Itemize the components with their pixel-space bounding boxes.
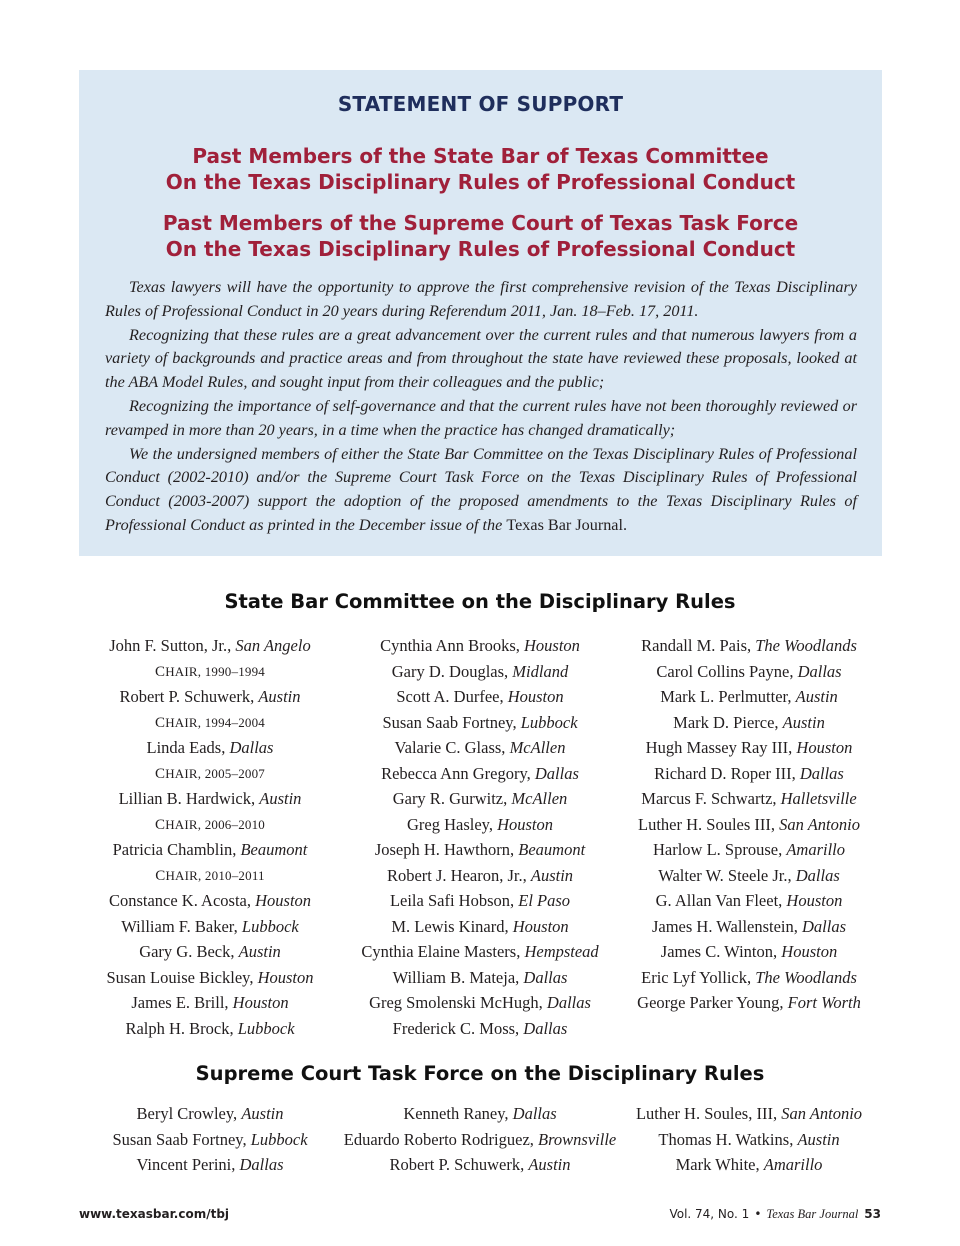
member-entry: [60, 1016, 360, 1042]
member-city: Houston: [507, 687, 564, 706]
member-city: San Antonio: [781, 1104, 863, 1123]
member-entry: [599, 710, 899, 736]
member-entry: [60, 1101, 360, 1127]
member-name: Rebecca Ann Gregory,: [381, 763, 535, 783]
member-city: Austin: [259, 789, 302, 808]
member-city: McAllen: [511, 789, 568, 808]
member-city: Lubbock: [520, 712, 578, 732]
member-city: Brownsville: [538, 1129, 617, 1149]
member-entry: [599, 812, 899, 838]
member-entry: [599, 659, 899, 685]
member-entry: [599, 965, 899, 991]
footer-info: [669, 1207, 881, 1222]
member-city: Dallas: [802, 916, 847, 936]
member-name: Harlow L. Sprouse,: [652, 840, 787, 859]
statement-paragraph-final: [105, 443, 857, 538]
member-entry: [330, 633, 630, 659]
member-name: Gary R. Gurwitz,: [392, 789, 512, 808]
member-city: Dallas: [512, 1104, 557, 1123]
member-entry: [60, 837, 360, 863]
member-entry: [60, 939, 360, 965]
member-name: Susan Louise Bickley,: [106, 967, 258, 987]
chair-term: [60, 761, 360, 787]
member-city: Dallas: [229, 738, 274, 757]
member-city: Austin: [795, 687, 838, 706]
statement-paragraph: Texas lawyers will have the opportunity to approve the first comprehensive revision of the Texas Disciplinary Rules of Professional Conduct in 20 years during Referendum 2011, Jan. 18–Feb. 17, 2011.: [105, 278, 857, 320]
member-city: The Woodlands: [755, 967, 857, 987]
member-city: Houston: [781, 942, 838, 961]
member-name: Eric Lyf Yollick,: [641, 967, 756, 987]
member-entry: [330, 710, 630, 736]
member-entry: [599, 1152, 899, 1178]
member-city: San Antonio: [779, 814, 860, 834]
member-entry: [599, 837, 899, 863]
chair-label: HAIR: [165, 714, 198, 730]
member-entry: [330, 990, 630, 1016]
member-entry: [330, 914, 630, 940]
chair-label: HAIR: [165, 663, 198, 679]
member-entry: [599, 990, 899, 1016]
member-city: Austin: [258, 687, 301, 706]
member-entry: [330, 684, 630, 710]
final-period: .: [622, 515, 628, 534]
member-name: Gary D. Douglas,: [391, 661, 513, 681]
member-entry: [599, 633, 899, 659]
member-name: William F. Baker,: [121, 916, 242, 936]
member-name: Mark D. Pierce,: [673, 712, 783, 732]
member-city: Austin: [241, 1104, 284, 1123]
member-city: Austin: [528, 1155, 571, 1174]
member-city: Houston: [257, 967, 314, 987]
member-entry: [330, 812, 630, 838]
member-city: Fort Worth: [787, 993, 861, 1012]
footer-bullet: •: [754, 1207, 762, 1221]
member-entry: [60, 735, 360, 761]
member-name: Patricia Chamblin,: [112, 840, 241, 859]
member-entry: [599, 939, 899, 965]
member-name: Susan Saab Fortney,: [382, 712, 521, 732]
member-city: Dallas: [534, 763, 579, 783]
member-city: Dallas: [546, 993, 591, 1012]
chair-years: , 2010–2011: [198, 867, 265, 883]
chair-initial: C: [155, 867, 166, 884]
task-force-heading-line1: Past Members of the Supreme Court of Texas Task Force: [162, 211, 799, 235]
member-entry: [599, 1101, 899, 1127]
member-name: Hugh Massey Ray III,: [645, 738, 797, 757]
member-entry: [60, 965, 360, 991]
member-entry: [599, 914, 899, 940]
member-city: Austin: [782, 712, 825, 732]
committee-section-title: State Bar Committee on the Disciplinary Rules: [224, 590, 736, 613]
member-name: G. Allan Van Fleet,: [655, 891, 787, 910]
chair-label: HAIR: [165, 867, 199, 883]
member-name: Greg Hasley,: [406, 814, 498, 834]
member-entry: [599, 888, 899, 914]
member-name: James H. Wallenstein,: [651, 916, 803, 936]
member-city: El Paso: [518, 891, 571, 910]
member-city: Dallas: [795, 865, 840, 885]
member-city: San Angelo: [235, 636, 311, 655]
chair-term: [60, 659, 360, 685]
page-number: 53: [864, 1207, 881, 1221]
member-city: Houston: [524, 636, 580, 655]
member-name: Scott A. Durfee,: [396, 687, 508, 706]
member-entry: [60, 914, 360, 940]
chair-initial: C: [155, 663, 166, 680]
member-entry: [330, 863, 630, 889]
member-city: Houston: [255, 891, 312, 910]
chair-term: [60, 710, 360, 736]
member-city: Dallas: [523, 967, 568, 987]
committee-column-1: [60, 633, 360, 1041]
member-name: Valarie C. Glass,: [394, 738, 510, 757]
member-city: Austin: [530, 865, 574, 885]
committee-column-3: [599, 633, 899, 1016]
member-entry: [60, 633, 360, 659]
chair-years: , 1990–1994: [197, 663, 265, 679]
member-city: Amarillo: [786, 840, 846, 859]
statement-text: [105, 276, 857, 538]
final-paragraph-text: We the undersigned members of either the State Bar Committee on the Texas Disciplinary Rules of Professional Conduct (2002-2010) and/or the Supreme Court Task Force on the Texas Disciplinary Rules of Professional Conduct (2003-2007) support the adoption of the proposed amendments to the Texas Disciplinary Rules of Professional Conduct as printed in the December issue of the: [105, 444, 857, 534]
member-city: Austin: [238, 942, 281, 961]
member-city: Dallas: [239, 1155, 284, 1174]
chair-years: , 2006–2010: [197, 816, 265, 832]
member-name: Richard D. Roper III,: [654, 763, 800, 783]
chair-initial: C: [155, 714, 166, 731]
footer-volume: Vol. 74, No. 1: [669, 1207, 750, 1221]
member-name: Ralph H. Brock,: [125, 1018, 238, 1038]
task-force-column-3: [599, 1101, 899, 1178]
member-name: Leila Safi Hobson,: [389, 891, 519, 910]
member-entry: [330, 1101, 630, 1127]
member-city: Houston: [232, 993, 289, 1012]
member-name: Greg Smolenski McHugh,: [369, 993, 547, 1012]
member-name: Walter W. Steele Jr.,: [658, 865, 796, 885]
chair-label: HAIR: [165, 765, 198, 781]
member-city: Houston: [796, 738, 853, 757]
member-name: George Parker Young,: [637, 993, 788, 1012]
statement-of-support-box: [79, 70, 882, 556]
member-name: Susan Saab Fortney,: [112, 1129, 251, 1149]
member-entry: [599, 863, 899, 889]
member-city: Dallas: [799, 763, 844, 783]
support-heading: STATEMENT OF SUPPORT: [337, 92, 624, 116]
publication-name: Texas Bar Journal: [506, 515, 623, 534]
statement-paragraph: Recognizing the importance of self-governance and that the current rules have not been thoroughly reviewed or revamped in more than 20 years, in a time when the practice has changed dramatically;: [105, 396, 857, 439]
member-entry: [330, 1127, 630, 1153]
member-name: Luther H. Soules III,: [638, 814, 780, 834]
member-entry: [60, 1127, 360, 1153]
member-entry: [599, 735, 899, 761]
member-city: Midland: [512, 661, 569, 681]
task-force-heading: [79, 210, 882, 262]
chair-years: , 1994–2004: [197, 714, 265, 730]
member-name: Mark L. Perlmutter,: [660, 687, 796, 706]
member-entry: [60, 990, 360, 1016]
chair-initial: C: [155, 765, 166, 782]
member-entry: [599, 684, 899, 710]
member-name: Mark White,: [675, 1155, 764, 1174]
member-name: Eduardo Roberto Rodriguez,: [343, 1129, 539, 1149]
member-city: Lubbock: [237, 1018, 295, 1038]
member-name: James E. Brill,: [131, 993, 233, 1012]
member-entry: [330, 761, 630, 787]
member-name: Randall M. Pais,: [641, 636, 756, 655]
member-name: William B. Mateja,: [392, 967, 524, 987]
member-city: Houston: [512, 916, 569, 936]
member-name: Constance K. Acosta,: [108, 891, 256, 910]
member-name: Kenneth Raney,: [403, 1104, 513, 1123]
member-entry: [330, 786, 630, 812]
chair-years: , 2005–2007: [197, 765, 265, 781]
member-entry: [599, 786, 899, 812]
member-city: Beaumont: [518, 840, 586, 859]
member-entry: [330, 939, 630, 965]
member-city: Lubbock: [241, 916, 299, 936]
member-entry: [330, 965, 630, 991]
member-name: Vincent Perini,: [136, 1155, 240, 1174]
member-city: Lubbock: [250, 1129, 308, 1149]
task-force-section-title: Supreme Court Task Force on the Disciplinary Rules: [195, 1062, 765, 1085]
chair-label: HAIR: [165, 816, 198, 832]
member-name: Frederick C. Moss,: [392, 1018, 524, 1038]
member-name: John F. Sutton, Jr.,: [109, 636, 236, 655]
member-city: Dallas: [797, 661, 842, 681]
member-city: Austin: [797, 1129, 840, 1149]
member-entry: [330, 837, 630, 863]
member-city: Amarillo: [763, 1155, 823, 1174]
member-name: Gary G. Beck,: [139, 942, 239, 961]
task-force-column-2: [330, 1101, 630, 1178]
member-name: Robert P. Schuwerk,: [389, 1155, 529, 1174]
member-name: Marcus F. Schwartz,: [641, 789, 781, 808]
member-name: Robert J. Hearon, Jr.,: [386, 865, 531, 885]
member-entry: [60, 1152, 360, 1178]
chair-initial: C: [155, 816, 166, 833]
member-name: Cynthia Elaine Masters,: [361, 942, 525, 961]
member-entry: [599, 761, 899, 787]
chair-term: [60, 812, 360, 838]
member-entry: [330, 1016, 630, 1042]
member-name: Carol Collins Payne,: [656, 661, 798, 681]
committee-heading: [79, 143, 882, 195]
member-name: Beryl Crowley,: [136, 1104, 242, 1123]
member-name: Linda Eads,: [146, 738, 230, 757]
footer-url: www.texasbar.com/tbj: [79, 1207, 230, 1221]
member-city: Houston: [786, 891, 843, 910]
member-entry: [330, 1152, 630, 1178]
committee-heading-line2: On the Texas Disciplinary Rules of Professional Conduct: [165, 170, 796, 194]
member-name: Cynthia Ann Brooks,: [380, 636, 524, 655]
member-city: Beaumont: [240, 840, 308, 859]
member-entry: [330, 659, 630, 685]
statement-paragraph: Recognizing that these rules are a great advancement over the current rules and that numerous lawyers from a variety of backgrounds and practice areas and from throughout the state have reviewed these proposals, looked at the ABA Model Rules, and sought input from their colleagues and the public;: [105, 325, 857, 392]
member-city: Halletsville: [780, 789, 857, 808]
member-entry: [330, 888, 630, 914]
member-name: Thomas H. Watkins,: [658, 1129, 798, 1149]
member-city: McAllen: [509, 738, 566, 757]
member-city: Dallas: [523, 1018, 568, 1038]
member-city: The Woodlands: [755, 636, 857, 655]
footer-journal: Texas Bar Journal: [766, 1207, 859, 1221]
task-force-column-1: [60, 1101, 360, 1178]
member-city: Hempstead: [524, 942, 599, 961]
member-entry: [599, 1127, 899, 1153]
member-entry: [60, 888, 360, 914]
member-entry: [60, 684, 360, 710]
task-force-heading-line2: On the Texas Disciplinary Rules of Professional Conduct: [165, 237, 796, 261]
member-city: Houston: [497, 814, 554, 834]
chair-term: [60, 863, 360, 889]
committee-heading-line1: Past Members of the State Bar of Texas Committee: [192, 144, 769, 168]
member-name: Robert P. Schuwerk,: [119, 687, 259, 706]
member-name: Luther H. Soules, III,: [635, 1104, 782, 1123]
member-entry: [60, 786, 360, 812]
member-name: James C. Winton,: [660, 942, 782, 961]
committee-column-2: [330, 633, 630, 1041]
member-name: M. Lewis Kinard,: [391, 916, 513, 936]
member-name: Lillian B. Hardwick,: [118, 789, 260, 808]
member-entry: [330, 735, 630, 761]
member-name: Joseph H. Hawthorn,: [374, 840, 519, 859]
